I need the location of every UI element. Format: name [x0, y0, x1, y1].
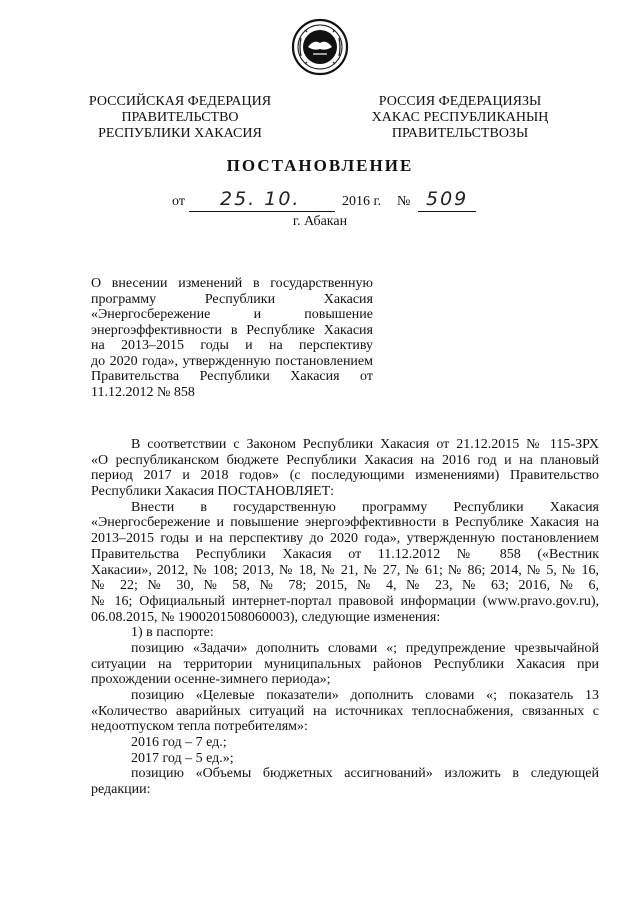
handwritten-date: 25. 10.: [220, 188, 301, 210]
header-left-line: РЕСПУБЛИКИ ХАКАСИЯ: [98, 126, 262, 141]
body-line: 06.08.2015, № 1900201508060003), следующие изменения:: [91, 609, 441, 625]
date-underline: [189, 211, 335, 212]
body-line: 2016 год – 7 ед.;: [131, 735, 227, 751]
header-left-russian: [82, 94, 278, 142]
document-type-title: ПОСТАНОВЛЕНИЕ: [226, 156, 414, 175]
city-label: г. Абакан: [292, 214, 348, 229]
document-body: [91, 437, 599, 798]
header-left-line: ПРАВИТЕЛЬСТВО: [121, 110, 239, 125]
body-line: 1) в паспорте:: [131, 625, 214, 641]
body-line: Республики Хакасия ПОСТАНОВЛЯЕТ:: [91, 484, 335, 500]
subject-line: энергоэффективности в Республике Хакасия: [91, 322, 373, 338]
body-line: Правительства Республики Хакасия от 11.12.2012 № 858 («Вестник: [91, 546, 599, 562]
body-line: Внести в государственную программу Республики Хакасия: [131, 499, 599, 515]
body-line: позицию «Задачи» дополнить словами «; предупреждение чрезвычайной: [131, 640, 599, 656]
body-line: редакции:: [91, 782, 151, 798]
subject-line: Правительства Республики Хакасия от: [91, 369, 373, 384]
body-line: недоотпуском тепла потребителям»:: [91, 719, 308, 735]
subject-line: до 2020 года», утвержденную постановлением: [91, 353, 373, 369]
number-underline: [418, 211, 476, 212]
body-line: «Энергосбережение и повышение энергоэффективности в Республике Хакасия на: [91, 515, 599, 531]
date-number-line: [0, 190, 640, 214]
header-right-line: ПРАВИТЕЛЬСТВОЗЫ: [391, 126, 529, 141]
header-left-line: РОССИЙСКАЯ ФЕДЕРАЦИЯ: [88, 94, 272, 109]
body-line: позицию «Целевые показатели» дополнить словами «; показатель 13: [131, 688, 599, 703]
body-line: № 22; № 30, № 58, № 78; 2015, № 4, № 23, № 63; 2016, № 6,: [91, 578, 599, 594]
subject-line: 11.12.2012 № 858: [91, 384, 195, 400]
from-label: от: [172, 194, 185, 209]
body-line: № 16; Официальный интернет-портал правовой информации (www.pravo.gov.ru),: [91, 593, 599, 609]
subject-line: «Энергосбережение и повышение: [91, 307, 373, 322]
body-line: Хакасии», 2012, № 108; 2013, № 18, № 21, № 27, № 61; № 86; 2014, № 5, № 16,: [91, 562, 599, 578]
subject-line: на 2013–2015 годы и на перспективу: [91, 338, 373, 353]
year-label: 2016 г.: [342, 194, 382, 209]
body-line: 2017 год – 5 ед.»;: [131, 750, 234, 766]
body-line: 2013–2015 годы и на перспективу до 2020 года», утвержденную постановлением: [91, 531, 599, 547]
subject-line: О внесении изменений в государственную: [91, 276, 373, 291]
republic-coat-of-arms-icon: [291, 18, 349, 76]
header-right-line: ХАКАС РЕСПУБЛИКАНЫҢ: [371, 110, 549, 125]
body-line: ситуации на территории муниципальных районов Республики Хакасия при: [91, 656, 599, 672]
handwritten-number: 509: [426, 188, 469, 210]
document-subject: [91, 276, 373, 400]
body-line: В соответствии с Законом Республики Хакасия от 21.12.2015 № 115-ЗРХ: [131, 437, 599, 452]
header-right-line: РОССИЯ ФЕДЕРАЦИЯЗЫ: [378, 94, 542, 109]
body-line: «О республиканском бюджете Республики Хакасия на 2016 год и на плановый: [91, 452, 599, 468]
number-label: №: [397, 194, 411, 209]
subject-line: программу Республики Хакасия: [91, 291, 373, 307]
header-right-khakas: [362, 94, 558, 142]
body-line: прохождении осенне-зимнего периода»;: [91, 672, 331, 688]
body-line: «Количество аварийных ситуаций на источниках теплоснабжения, связанных с: [91, 703, 599, 719]
body-line: позицию «Объемы бюджетных ассигнований» изложить в следующей: [131, 766, 599, 782]
body-line: период 2017 и 2018 годов» (с последующими изменениями) Правительство: [91, 468, 599, 484]
